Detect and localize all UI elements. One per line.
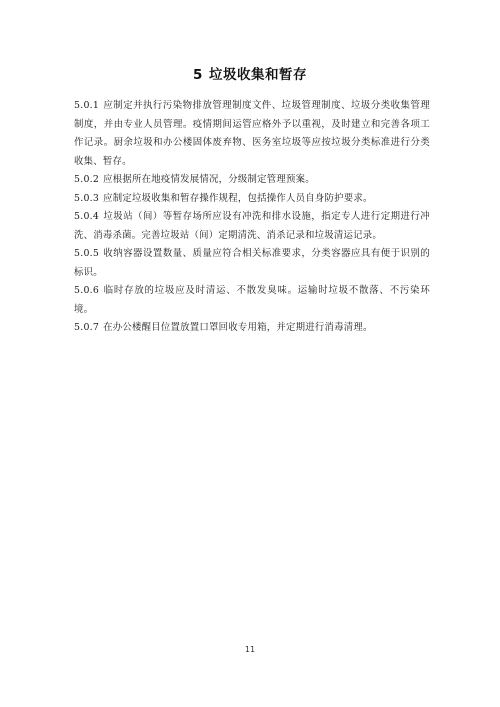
- page-number: 11: [244, 645, 256, 654]
- chapter-number: 5: [193, 67, 203, 83]
- clause-text: 收纳容器设置数量、质量应符合相关标准要求，分类容器应具有便于识别的标识。: [74, 248, 430, 278]
- clause: [74, 97, 430, 171]
- clause: [74, 190, 430, 209]
- clause-text: 应制定垃圾收集和暂存操作规程，包括操作人员自身防护要求。: [103, 192, 373, 204]
- clause: [74, 245, 430, 282]
- chapter-heading: [0, 63, 500, 83]
- clause-number: 5.0.6: [74, 285, 100, 296]
- clause-number: 5.0.2: [74, 174, 100, 185]
- chapter-title-text: 垃圾收集和暂存: [208, 67, 307, 83]
- clause-text: 垃圾站（间）等暂存场所应设有冲洗和排水设施，指定专人进行定期进行冲洗、消毒杀菌。完善垃圾站（间）定期清洗、消杀记录和垃圾清运记录。: [74, 211, 430, 241]
- clause-text: 应制定并执行污染物排放管理制度文件、垃圾管理制度、垃圾分类收集管理制度，并由专业人员管理。疫情期间运管应格外予以重视，及时建立和完善各项工作记录。厨余垃圾和办公楼固体废弃物、医务室垃圾等应按垃圾分类标准进行分类收集、暂存。: [74, 100, 430, 167]
- chapter-body: [74, 97, 430, 338]
- clause-number: 5.0.7: [74, 322, 100, 333]
- clause: [74, 282, 430, 319]
- clause: [74, 208, 430, 245]
- clause-number: 5.0.5: [74, 248, 100, 259]
- clause-number: 5.0.1: [74, 100, 100, 111]
- clause-number: 5.0.3: [74, 192, 100, 204]
- clause-text: 应根据所在地疫情发展情况，分级制定管理预案。: [103, 174, 315, 185]
- clause-number: 5.0.4: [74, 211, 100, 222]
- clause: [74, 319, 430, 338]
- clause-text: 在办公楼醒目位置放置口罩回收专用箱，并定期进行消毒清理。: [103, 322, 373, 333]
- clause-text: 临时存放的垃圾应及时清运、不散发臭味。运输时垃圾不散落、不污染环境。: [74, 285, 430, 315]
- clause: [74, 171, 430, 190]
